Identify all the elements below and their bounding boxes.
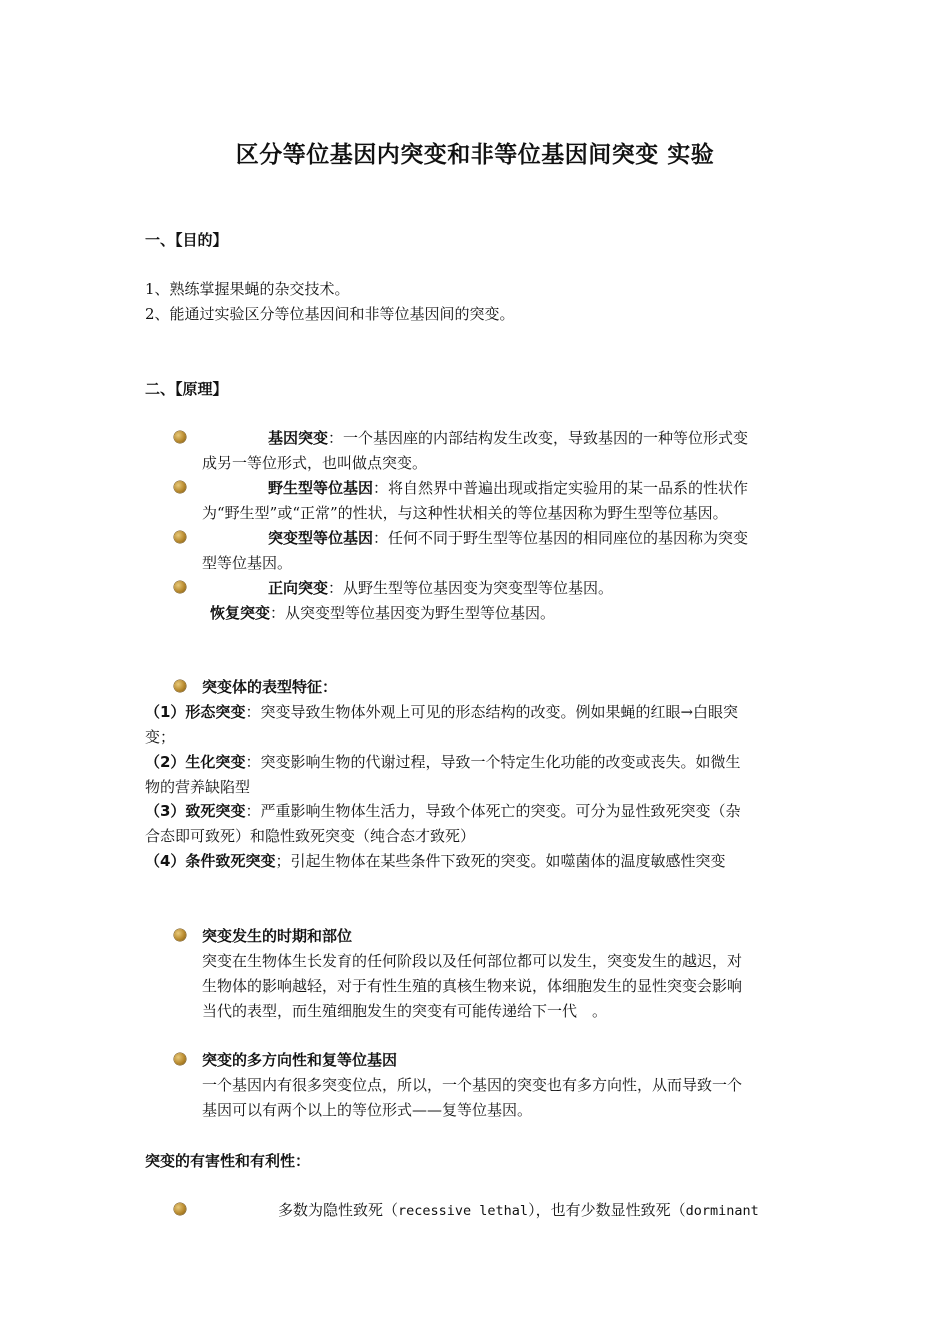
timing-line: 突变在生物体生长发育的任何阶段以及任何部位都可以发生，突变发生的越迟，对: [202, 952, 743, 970]
definition-term: 野生型等位基因: [268, 479, 374, 497]
phenotype-term: （2）生化突变: [145, 753, 246, 771]
phenotype-heading: 突变体的表型特征：: [202, 678, 338, 696]
definition-term: 突变型等位基因: [268, 529, 374, 547]
definition-forward-mutation: [268, 577, 613, 598]
phenotype-item-biochemical: [145, 751, 740, 772]
definition-mutant-type: [268, 527, 748, 548]
phenotype-text: ：严重影响生物体生活力，导致个体死亡的突变。可分为显性致死突变（杂: [245, 802, 741, 820]
multi-line: 基因可以有两个以上的等位形式——复等位基因。: [202, 1101, 533, 1119]
bullet-icon: [174, 481, 186, 493]
bullet-icon: [174, 431, 186, 443]
page-title: 区分等位基因内突变和非等位基因间突变 实验: [235, 142, 715, 168]
bullet-icon: [174, 1203, 186, 1215]
harm-text-part: ），也有少数显性致死（: [528, 1201, 686, 1219]
definition-text: ：将自然界中普遍出现或指定实验用的某一品系的性状作: [373, 479, 749, 497]
phenotype-continuation: 物的营养缺陷型: [145, 778, 251, 796]
definition-continuation: 为“野生型”或“正常”的性状，与这种性状相关的等位基因称为野生型等位基因。: [202, 504, 728, 522]
phenotype-item-conditional-lethal: [145, 850, 725, 871]
phenotype-text: ：突变导致生物体外观上可见的形态结构的改变。例如果蝇的红眼→白眼突: [245, 703, 739, 721]
purpose-item-1: 1、熟练掌握果蝇的杂交技术。: [145, 280, 350, 298]
bullet-icon: [174, 929, 186, 941]
definition-term: 正向突变: [268, 579, 329, 597]
phenotype-item-lethal: [145, 800, 740, 821]
harm-english-term: dorminant: [685, 1203, 759, 1219]
multi-heading: 突变的多方向性和复等位基因: [202, 1051, 398, 1069]
section-heading-purpose: 一、【目的】: [145, 231, 228, 249]
bullet-icon: [174, 581, 186, 593]
phenotype-continuation: 合态即可致死）和隐性致死突变（纯合态才致死）: [145, 827, 476, 845]
definition-continuation: 型等位基因。: [202, 554, 293, 572]
phenotype-item-morphological: [145, 701, 738, 722]
harm-text: [278, 1199, 759, 1220]
timing-line: 当代的表型，而生殖细胞发生的突变有可能传递给下一代 。: [202, 1002, 608, 1020]
definition-text: ：一个基因座的内部结构发生改变，导致基因的一种等位形式变: [328, 429, 749, 447]
bullet-icon: [174, 531, 186, 543]
definition-term: 基因突变: [268, 429, 329, 447]
bullet-icon: [174, 1053, 186, 1065]
timing-line: 生物体的影响越轻，对于有性生殖的真核生物来说，体细胞发生的显性突变会影响: [202, 977, 743, 995]
harm-heading: 突变的有害性和有利性：: [145, 1152, 311, 1170]
phenotype-continuation: 变；: [145, 728, 176, 746]
definition-gene-mutation: [268, 427, 748, 448]
section-heading-principle: 二、【原理】: [145, 380, 228, 398]
definition-continuation: 成另一等位形式，也叫做点突变。: [202, 454, 428, 472]
definition-text: ：从突变型等位基因变为野生型等位基因。: [270, 604, 556, 622]
definition-text: ：从野生型等位基因变为突变型等位基因。: [328, 579, 614, 597]
definition-reverse-mutation: [210, 602, 555, 623]
harm-text-part: 多数为隐性致死（: [278, 1201, 399, 1219]
phenotype-term: （3）致死突变: [145, 802, 246, 820]
multi-line: 一个基因内有很多突变位点，所以，一个基因的突变也有多方向性，从而导致一个: [202, 1076, 743, 1094]
harm-english-term: recessive lethal: [398, 1203, 529, 1219]
phenotype-term: （1）形态突变: [145, 703, 246, 721]
phenotype-term: （4）条件致死突变: [145, 852, 276, 870]
definition-wild-type: [268, 477, 748, 498]
timing-heading: 突变发生的时期和部位: [202, 927, 353, 945]
phenotype-text: ：突变影响生物的代谢过程，导致一个特定生化功能的改变或丧失。如微生: [245, 753, 741, 771]
definition-text: ：任何不同于野生型等位基因的相同座位的基因称为突变: [373, 529, 749, 547]
definition-term: 恢复突变: [210, 604, 271, 622]
purpose-item-2: 2、能通过实验区分等位基因间和非等位基因间的突变。: [145, 305, 515, 323]
bullet-icon: [174, 680, 186, 692]
phenotype-text: ；引起生物体在某些条件下致死的突变。如噬菌体的温度敏感性突变: [275, 852, 726, 870]
